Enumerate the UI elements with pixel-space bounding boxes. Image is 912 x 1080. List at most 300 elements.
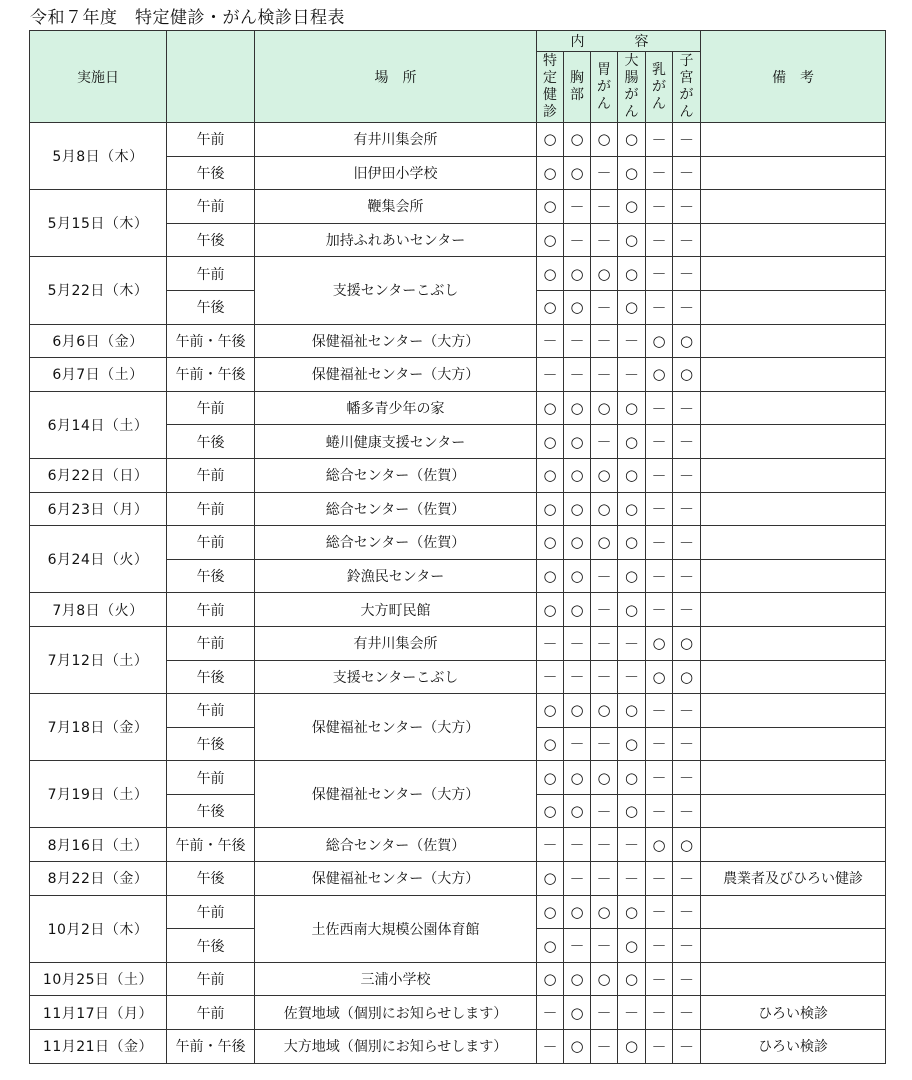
mark-cell: －	[618, 324, 646, 358]
time-cell: 午後	[167, 727, 255, 761]
mark-cell: ○	[537, 257, 564, 291]
mark-cell: －	[646, 862, 673, 896]
header-column-char: ん	[679, 104, 694, 120]
place-cell: 有井川集会所	[255, 123, 537, 157]
place-cell: 土佐西南大規模公園体育館	[255, 895, 537, 962]
mark-cell: ○	[537, 190, 564, 224]
mark-cell: ○	[618, 895, 646, 929]
mark-cell: ○	[618, 794, 646, 828]
mark-cell: －	[673, 593, 701, 627]
mark-cell: ○	[537, 727, 564, 761]
mark-cell: －	[673, 862, 701, 896]
mark-cell: ○	[646, 358, 673, 392]
mark-cell: ○	[537, 862, 564, 896]
mark-cell: ○	[537, 761, 564, 795]
mark-cell: －	[646, 1030, 673, 1064]
mark-cell: ○	[673, 828, 701, 862]
table-row	[30, 257, 886, 291]
date-cell: 6月7日（土）	[30, 358, 167, 392]
mark-cell: －	[618, 660, 646, 694]
mark-cell: －	[591, 626, 618, 660]
mark-cell: －	[591, 559, 618, 593]
mark-cell: ○	[591, 895, 618, 929]
table-row	[30, 895, 886, 929]
schedule-table	[29, 30, 886, 1064]
mark-cell: －	[618, 358, 646, 392]
mark-cell: ○	[673, 626, 701, 660]
mark-cell: ○	[646, 626, 673, 660]
mark-cell: ○	[618, 526, 646, 560]
mark-cell: －	[537, 828, 564, 862]
mark-cell: －	[646, 257, 673, 291]
mark-cell: －	[673, 761, 701, 795]
mark-cell: ○	[618, 727, 646, 761]
mark-cell: －	[646, 391, 673, 425]
header-column-char: ん	[652, 95, 666, 112]
time-cell: 午前	[167, 593, 255, 627]
time-cell: 午前	[167, 123, 255, 157]
header-column-char: ん	[597, 95, 611, 112]
table-row	[30, 123, 886, 157]
date-cell: 6月14日（土）	[30, 391, 167, 458]
table-row	[30, 190, 886, 224]
header-column-char: 乳	[652, 61, 666, 78]
header-column-char: が	[597, 78, 611, 95]
mark-cell: －	[564, 358, 591, 392]
mark-cell: －	[646, 761, 673, 795]
place-cell: 総合センター（佐賀）	[255, 526, 537, 560]
mark-cell: －	[618, 828, 646, 862]
header-column-char: ん	[624, 104, 639, 120]
note-cell	[701, 190, 886, 224]
mark-cell: ○	[537, 526, 564, 560]
date-cell: 5月22日（木）	[30, 257, 167, 324]
time-cell: 午後	[167, 223, 255, 257]
header-column-char: 胸	[570, 70, 584, 86]
mark-cell: －	[618, 862, 646, 896]
mark-cell: －	[564, 862, 591, 896]
mark-cell: ○	[618, 156, 646, 190]
note-cell	[701, 962, 886, 996]
mark-cell: －	[564, 190, 591, 224]
date-cell: 6月23日（月）	[30, 492, 167, 526]
mark-cell: －	[646, 593, 673, 627]
header-content: 内 容	[537, 31, 701, 52]
header-column-char: 大	[624, 53, 639, 69]
mark-cell: ○	[564, 694, 591, 728]
date-cell: 5月15日（木）	[30, 190, 167, 257]
mark-cell: ○	[564, 290, 591, 324]
date-cell: 8月22日（金）	[30, 862, 167, 896]
mark-cell: ○	[618, 391, 646, 425]
mark-cell: －	[673, 257, 701, 291]
mark-cell: ○	[618, 761, 646, 795]
mark-cell: －	[646, 492, 673, 526]
place-cell: 幡多青少年の家	[255, 391, 537, 425]
mark-cell: －	[646, 694, 673, 728]
mark-cell: －	[537, 996, 564, 1030]
note-cell	[701, 223, 886, 257]
mark-cell: －	[618, 996, 646, 1030]
mark-cell: ○	[537, 123, 564, 157]
time-cell: 午前	[167, 626, 255, 660]
time-cell: 午前・午後	[167, 1030, 255, 1064]
time-cell: 午前	[167, 526, 255, 560]
header-column-char: が	[652, 78, 666, 95]
mark-cell: －	[564, 660, 591, 694]
mark-cell: －	[646, 559, 673, 593]
place-cell: 三浦小学校	[255, 962, 537, 996]
table-row	[30, 996, 886, 1030]
mark-cell: ○	[564, 761, 591, 795]
mark-cell: ○	[591, 761, 618, 795]
mark-cell: ○	[564, 257, 591, 291]
mark-cell: －	[537, 1030, 564, 1064]
mark-cell: －	[646, 290, 673, 324]
place-cell: 有井川集会所	[255, 626, 537, 660]
document-title: 令和７年度 特定健診・がん検診日程表	[30, 8, 345, 28]
table-row	[30, 593, 886, 627]
mark-cell: －	[646, 526, 673, 560]
mark-cell: ○	[564, 593, 591, 627]
note-cell	[701, 358, 886, 392]
mark-cell: －	[673, 694, 701, 728]
mark-cell: －	[673, 391, 701, 425]
mark-cell: ○	[564, 962, 591, 996]
header-place: 場 所	[255, 31, 537, 123]
mark-cell: ○	[591, 391, 618, 425]
mark-cell: ○	[673, 660, 701, 694]
date-cell: 6月22日（日）	[30, 458, 167, 492]
table-row	[30, 324, 886, 358]
note-cell	[701, 593, 886, 627]
header-column-char: 部	[570, 87, 584, 103]
mark-cell: －	[646, 727, 673, 761]
place-cell: 保健福祉センター（大方）	[255, 358, 537, 392]
mark-cell: －	[673, 156, 701, 190]
time-cell: 午前	[167, 895, 255, 929]
mark-cell: －	[591, 996, 618, 1030]
mark-cell: －	[591, 290, 618, 324]
date-cell: 7月12日（土）	[30, 626, 167, 693]
header-column-3	[618, 52, 646, 123]
mark-cell: ○	[537, 593, 564, 627]
mark-cell: －	[537, 358, 564, 392]
mark-cell: －	[618, 626, 646, 660]
time-cell: 午後	[167, 425, 255, 459]
table-row	[30, 694, 886, 728]
mark-cell: －	[591, 425, 618, 459]
mark-cell: ○	[537, 492, 564, 526]
mark-cell: －	[564, 828, 591, 862]
mark-cell: ○	[618, 425, 646, 459]
mark-cell: －	[591, 223, 618, 257]
mark-cell: ○	[618, 559, 646, 593]
header-note: 備 考	[701, 31, 886, 123]
mark-cell: ○	[564, 559, 591, 593]
mark-cell: －	[564, 223, 591, 257]
mark-cell: －	[646, 794, 673, 828]
place-cell: 保健福祉センター（大方）	[255, 862, 537, 896]
time-cell: 午後	[167, 794, 255, 828]
time-cell: 午後	[167, 156, 255, 190]
note-cell	[701, 929, 886, 963]
mark-cell: －	[646, 458, 673, 492]
date-cell: 11月21日（金）	[30, 1030, 167, 1064]
header-column-char: 診	[543, 104, 557, 120]
mark-cell: －	[673, 458, 701, 492]
mark-cell: ○	[618, 223, 646, 257]
time-cell: 午後	[167, 660, 255, 694]
place-cell: 総合センター（佐賀）	[255, 828, 537, 862]
header-column-4	[646, 52, 673, 123]
mark-cell: －	[673, 794, 701, 828]
mark-cell: ○	[618, 190, 646, 224]
note-cell	[701, 391, 886, 425]
header-column-char: 子	[679, 53, 694, 69]
time-cell: 午前・午後	[167, 358, 255, 392]
mark-cell: ○	[537, 425, 564, 459]
note-cell	[701, 660, 886, 694]
mark-cell: ○	[564, 794, 591, 828]
place-cell: 大方町民館	[255, 593, 537, 627]
place-cell: 保健福祉センター（大方）	[255, 694, 537, 761]
mark-cell: －	[591, 324, 618, 358]
time-cell: 午前	[167, 996, 255, 1030]
note-cell: 農業者及びひろい健診	[701, 862, 886, 896]
date-cell: 10月2日（木）	[30, 895, 167, 962]
date-cell: 7月19日（土）	[30, 761, 167, 828]
table-row	[30, 761, 886, 795]
mark-cell: ○	[673, 358, 701, 392]
mark-cell: －	[591, 156, 618, 190]
mark-cell: －	[537, 324, 564, 358]
date-cell: 11月17日（月）	[30, 996, 167, 1030]
header-column-0	[537, 52, 564, 123]
mark-cell: －	[646, 962, 673, 996]
time-cell: 午前	[167, 761, 255, 795]
mark-cell: ○	[537, 391, 564, 425]
mark-cell: ○	[618, 962, 646, 996]
table-row	[30, 391, 886, 425]
date-cell: 6月6日（金）	[30, 324, 167, 358]
mark-cell: －	[564, 324, 591, 358]
mark-cell: ○	[591, 257, 618, 291]
table-row	[30, 1030, 886, 1064]
time-cell: 午後	[167, 929, 255, 963]
mark-cell: －	[591, 794, 618, 828]
mark-cell: ○	[646, 828, 673, 862]
date-cell: 8月16日（土）	[30, 828, 167, 862]
table-row	[30, 458, 886, 492]
mark-cell: ○	[618, 290, 646, 324]
note-cell	[701, 156, 886, 190]
place-cell: 旧伊田小学校	[255, 156, 537, 190]
table-row	[30, 492, 886, 526]
mark-cell: ○	[564, 492, 591, 526]
mark-cell: －	[673, 727, 701, 761]
mark-cell: －	[537, 660, 564, 694]
time-cell: 午前	[167, 190, 255, 224]
note-cell: ひろい検診	[701, 996, 886, 1030]
header-column-char: 腸	[624, 70, 639, 86]
header-time	[167, 31, 255, 123]
mark-cell: －	[591, 828, 618, 862]
mark-cell: ○	[591, 694, 618, 728]
time-cell: 午前	[167, 694, 255, 728]
mark-cell: ○	[564, 895, 591, 929]
mark-cell: －	[591, 660, 618, 694]
mark-cell: ○	[591, 458, 618, 492]
table-row	[30, 828, 886, 862]
note-cell	[701, 290, 886, 324]
mark-cell: ○	[537, 559, 564, 593]
date-cell: 7月8日（火）	[30, 593, 167, 627]
mark-cell: ○	[537, 794, 564, 828]
note-cell: ひろい検診	[701, 1030, 886, 1064]
mark-cell: ○	[537, 962, 564, 996]
time-cell: 午前	[167, 257, 255, 291]
mark-cell: －	[591, 727, 618, 761]
mark-cell: ○	[564, 458, 591, 492]
time-cell: 午前	[167, 962, 255, 996]
header-column-1	[564, 52, 591, 123]
mark-cell: －	[673, 492, 701, 526]
mark-cell: ○	[537, 895, 564, 929]
mark-cell: ○	[591, 526, 618, 560]
mark-cell: －	[564, 626, 591, 660]
header-column-char: 定	[543, 70, 557, 86]
header-column-char: 健	[543, 87, 557, 103]
note-cell	[701, 559, 886, 593]
mark-cell: ○	[618, 929, 646, 963]
place-cell: 支援センターこぶし	[255, 660, 537, 694]
place-cell: 鞭集会所	[255, 190, 537, 224]
time-cell: 午前	[167, 492, 255, 526]
note-cell	[701, 895, 886, 929]
mark-cell: －	[673, 425, 701, 459]
header-column-char: 胃	[597, 61, 611, 78]
mark-cell: －	[673, 526, 701, 560]
mark-cell: －	[673, 223, 701, 257]
mark-cell: －	[673, 559, 701, 593]
table-row	[30, 358, 886, 392]
mark-cell: －	[591, 358, 618, 392]
mark-cell: ○	[591, 962, 618, 996]
mark-cell: －	[673, 123, 701, 157]
header-column-char: 特	[543, 53, 557, 69]
mark-cell: －	[564, 929, 591, 963]
mark-cell: ○	[618, 123, 646, 157]
mark-cell: ○	[537, 223, 564, 257]
mark-cell: －	[591, 862, 618, 896]
note-cell	[701, 425, 886, 459]
note-cell	[701, 526, 886, 560]
time-cell: 午前	[167, 458, 255, 492]
note-cell	[701, 324, 886, 358]
table-row	[30, 626, 886, 660]
mark-cell: －	[646, 895, 673, 929]
mark-cell: －	[646, 996, 673, 1030]
place-cell: 保健福祉センター（大方）	[255, 761, 537, 828]
mark-cell: ○	[618, 694, 646, 728]
mark-cell: －	[591, 929, 618, 963]
mark-cell: ○	[618, 257, 646, 291]
note-cell	[701, 626, 886, 660]
time-cell: 午前・午後	[167, 828, 255, 862]
mark-cell: ○	[537, 290, 564, 324]
time-cell: 午後	[167, 290, 255, 324]
header-column-5	[673, 52, 701, 123]
mark-cell: ○	[618, 1030, 646, 1064]
mark-cell: ○	[564, 1030, 591, 1064]
note-cell	[701, 828, 886, 862]
mark-cell: －	[564, 727, 591, 761]
mark-cell: ○	[564, 391, 591, 425]
mark-cell: ○	[564, 996, 591, 1030]
mark-cell: ○	[564, 156, 591, 190]
mark-cell: －	[673, 895, 701, 929]
place-cell: 佐賀地域（個別にお知らせします）	[255, 996, 537, 1030]
time-cell: 午後	[167, 559, 255, 593]
mark-cell: ○	[646, 660, 673, 694]
date-cell: 5月8日（木）	[30, 123, 167, 190]
note-cell	[701, 257, 886, 291]
place-cell: 加持ふれあいセンター	[255, 223, 537, 257]
mark-cell: ○	[564, 123, 591, 157]
mark-cell: －	[537, 626, 564, 660]
note-cell	[701, 761, 886, 795]
mark-cell: －	[646, 190, 673, 224]
mark-cell: －	[673, 190, 701, 224]
note-cell	[701, 458, 886, 492]
note-cell	[701, 727, 886, 761]
header-column-char: が	[679, 87, 694, 103]
mark-cell: －	[646, 123, 673, 157]
place-cell: 支援センターこぶし	[255, 257, 537, 324]
note-cell	[701, 794, 886, 828]
mark-cell: ○	[537, 458, 564, 492]
mark-cell: －	[673, 962, 701, 996]
place-cell: 大方地域（個別にお知らせします）	[255, 1030, 537, 1064]
mark-cell: ○	[618, 458, 646, 492]
mark-cell: ○	[537, 694, 564, 728]
header-column-char: が	[624, 87, 639, 103]
mark-cell: －	[646, 425, 673, 459]
mark-cell: －	[646, 156, 673, 190]
place-cell: 総合センター（佐賀）	[255, 492, 537, 526]
mark-cell: －	[646, 929, 673, 963]
date-cell: 6月24日（火）	[30, 526, 167, 593]
place-cell: 鈴漁民センター	[255, 559, 537, 593]
time-cell: 午前	[167, 391, 255, 425]
mark-cell: －	[673, 929, 701, 963]
mark-cell: ○	[618, 593, 646, 627]
note-cell	[701, 694, 886, 728]
mark-cell: －	[591, 190, 618, 224]
mark-cell: ○	[564, 425, 591, 459]
time-cell: 午前・午後	[167, 324, 255, 358]
mark-cell: ○	[646, 324, 673, 358]
mark-cell: －	[646, 223, 673, 257]
mark-cell: ○	[618, 492, 646, 526]
mark-cell: －	[673, 996, 701, 1030]
mark-cell: ○	[537, 156, 564, 190]
date-cell: 7月18日（金）	[30, 694, 167, 761]
header-date: 実施日	[30, 31, 167, 123]
time-cell: 午後	[167, 862, 255, 896]
mark-cell: －	[591, 593, 618, 627]
